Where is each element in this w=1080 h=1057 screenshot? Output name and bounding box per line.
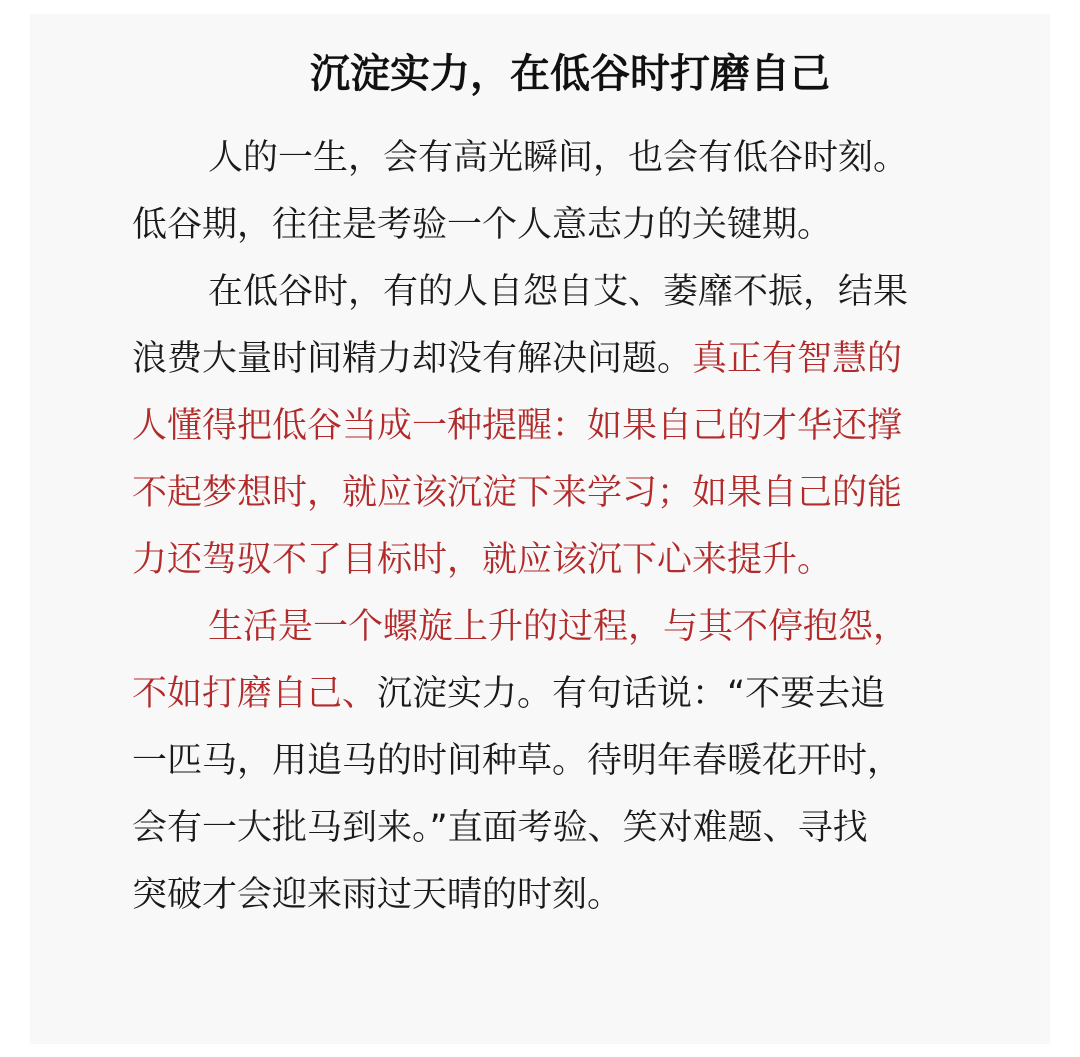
highlight-segment: 人懂得把低谷当成一种提醒：如果自己的才华还撑 xyxy=(132,406,903,446)
highlight-segment: 真正有智慧的 xyxy=(692,339,903,379)
text-segment: 浪费大量时间精力却没有解决问题。 xyxy=(132,339,693,379)
text-line-3 xyxy=(208,270,908,314)
text-line-10 xyxy=(132,739,902,783)
text-line-9 xyxy=(132,672,885,716)
text-line-2 xyxy=(132,203,832,247)
text-segment: 沉淀实力。有句话说：“不要去追 xyxy=(377,674,886,714)
text-segment: 在低谷时，有的人自怨自艾、萎靡不振，结果 xyxy=(208,272,909,312)
text-line-11 xyxy=(132,806,868,850)
text-segment: 低谷期，往往是考验一个人意志力的关键期。 xyxy=(132,205,833,245)
text-line-12 xyxy=(132,873,622,917)
text-segment: 会有一大批马到来。”直面考验、笑对难题、寻找 xyxy=(132,808,868,848)
highlight-segment: 力还驾驭不了目标时，就应该沉下心来提升。 xyxy=(132,540,833,580)
text-line-7 xyxy=(132,538,832,582)
text-line-5 xyxy=(132,404,902,448)
article-title: 沉淀实力，在低谷时打磨自己 xyxy=(310,51,830,97)
text-segment: 一匹马，用追马的时间种草。待明年春暖花开时， xyxy=(132,741,903,781)
text-line-6 xyxy=(132,471,902,515)
highlight-segment: 不起梦想时，就应该沉淀下来学习；如果自己的能 xyxy=(132,473,903,513)
highlight-segment: 生活是一个螺旋上升的过程，与其不停抱怨， xyxy=(208,607,909,647)
text-line-1 xyxy=(208,136,908,180)
text-line-8 xyxy=(208,605,908,649)
text-segment: 人的一生，会有高光瞬间，也会有低谷时刻。 xyxy=(208,138,909,178)
highlight-segment: 不如打磨自己、 xyxy=(132,674,378,714)
text-segment: 突破才会迎来雨过天晴的时刻。 xyxy=(132,875,623,915)
text-line-4 xyxy=(132,337,902,381)
